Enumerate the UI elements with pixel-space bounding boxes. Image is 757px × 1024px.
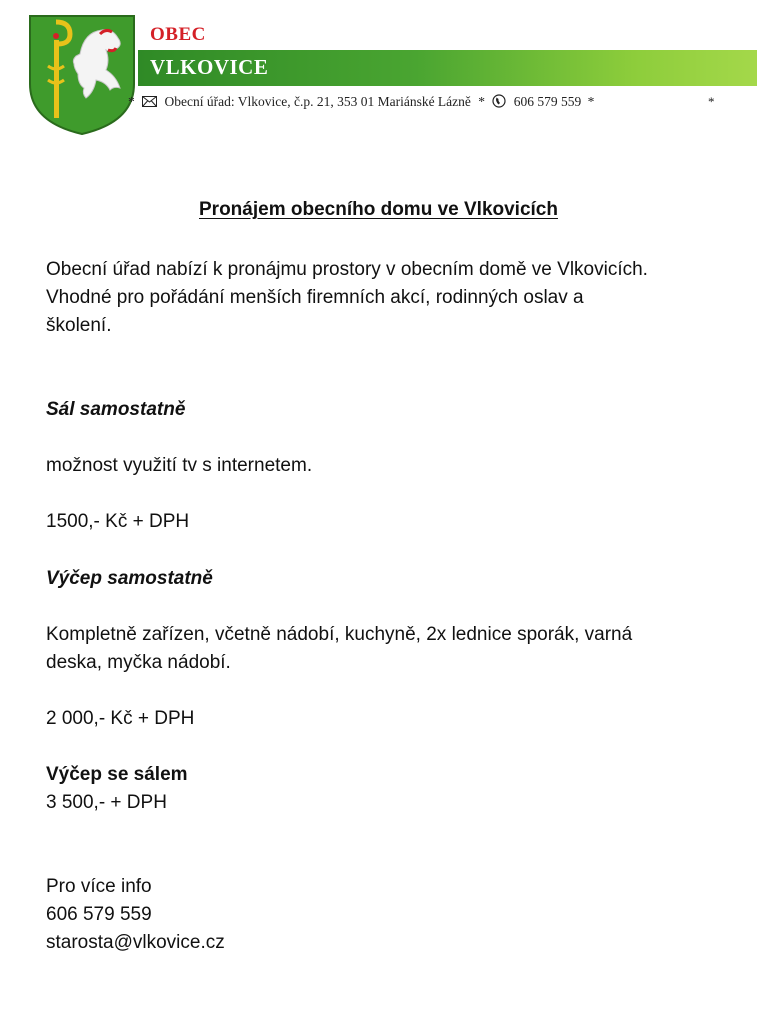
bullet: *: [708, 94, 715, 109]
description-line: Kompletně zařízen, včetně nádobí, kuchyně, 2x lednice sporák, varná: [46, 624, 633, 645]
document-title: Pronájem obecního domu ve Vlkovicích: [199, 199, 558, 220]
section-description-bar: [46, 621, 736, 677]
contact-phone: 606 579 559: [46, 904, 152, 925]
section-price-bar-with-hall: 3 500,- + DPH: [46, 792, 167, 813]
letterhead: [0, 0, 757, 140]
phone-icon: [492, 94, 506, 110]
section-description-hall: možnost využití tv s internetem.: [46, 455, 313, 476]
bullet: *: [128, 94, 135, 109]
intro-paragraph: [46, 256, 736, 340]
village-name: VLKOVICE: [150, 55, 269, 79]
office-address: Obecní úřad: Vlkovice, č.p. 21, 353 01 Mariánské Lázně: [164, 94, 471, 109]
section-price-hall: 1500,- Kč + DPH: [46, 511, 190, 532]
bullet: *: [587, 94, 595, 109]
intro-line: Obecní úřad nabízí k pronájmu prostory v obecním domě ve Vlkovicích.: [46, 259, 648, 280]
section-heading-hall: Sál samostatně: [46, 399, 186, 420]
bullet: *: [478, 94, 486, 109]
contact-line: [128, 94, 728, 110]
section-heading-bar-with-hall: Výčep se sálem: [46, 764, 188, 785]
office-phone: 606 579 559: [513, 94, 582, 109]
section-heading-bar: Výčep samostatně: [46, 568, 213, 589]
envelope-icon: [142, 94, 157, 110]
contact-label: Pro více info: [46, 876, 152, 897]
intro-line: Vhodné pro pořádání menších firemních akcí, rodinných oslav a: [46, 287, 584, 308]
contact-email: starosta@vlkovice.cz: [46, 932, 225, 953]
village-prefix-label: OBEC: [150, 24, 206, 45]
intro-line: školení.: [46, 315, 112, 336]
section-price-bar: 2 000,- Kč + DPH: [46, 708, 195, 729]
contact-block: [46, 873, 736, 957]
description-line: deska, myčka nádobí.: [46, 652, 231, 673]
coat-of-arms-icon: [28, 14, 136, 136]
